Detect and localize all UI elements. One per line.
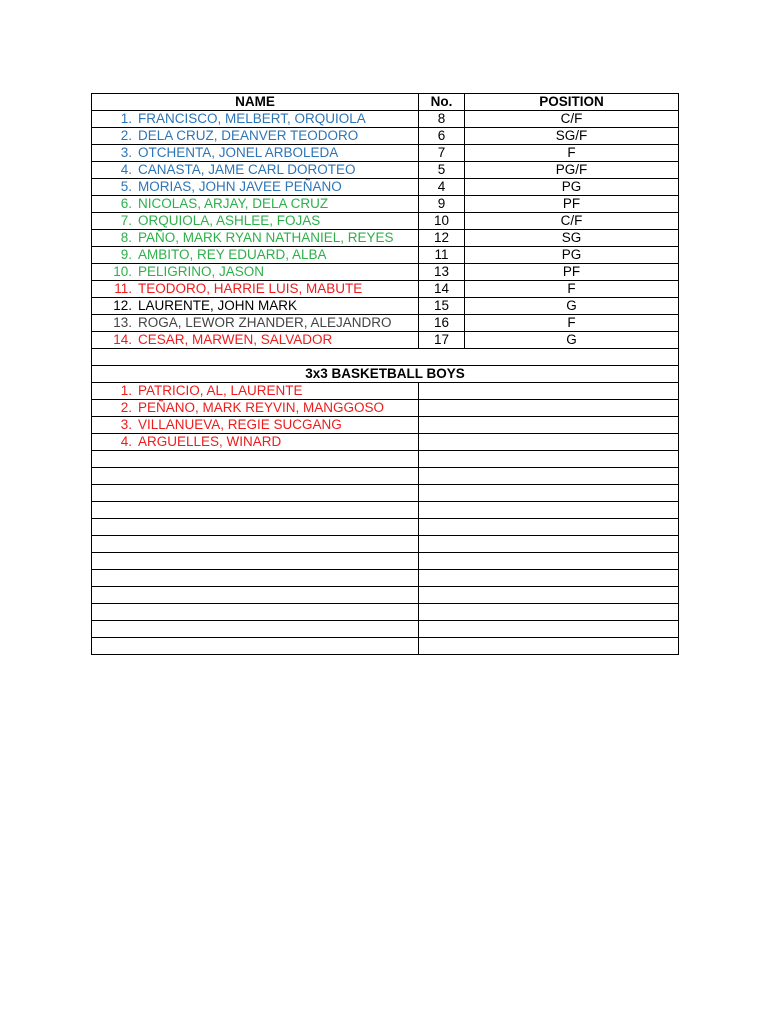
header-no: No. <box>419 94 465 111</box>
player-index: 9. <box>120 247 132 262</box>
player-position: SG/F <box>465 128 679 145</box>
empty-cell <box>92 349 679 366</box>
player-index: 11. <box>114 281 132 296</box>
player-index: 13. <box>113 315 132 330</box>
empty-row <box>92 570 679 587</box>
table-row <box>92 162 679 179</box>
player-name-cell <box>92 417 419 434</box>
player-position: F <box>465 145 679 162</box>
player-name: NICOLAS, ARJAY, DELA CRUZ <box>138 196 329 211</box>
player-name-cell <box>92 383 419 400</box>
player-number: 16 <box>419 315 465 332</box>
empty-cell <box>419 638 679 655</box>
empty-row <box>92 621 679 638</box>
empty-cell <box>419 400 679 417</box>
player-number: 14 <box>419 281 465 298</box>
player-number: 7 <box>419 145 465 162</box>
player-number: 4 <box>419 179 465 196</box>
player-position: PG/F <box>465 162 679 179</box>
table-row <box>92 298 679 315</box>
player-name: ORQUIOLA, ASHLEE, FOJAS <box>138 213 321 228</box>
player-position: C/F <box>465 213 679 230</box>
player-name: MORIAS, JOHN JAVEE PEÑANO <box>138 179 342 194</box>
empty-cell <box>419 485 679 502</box>
player-name-cell <box>92 621 419 638</box>
player-index: 7. <box>120 213 132 228</box>
section-row <box>92 366 679 383</box>
player-index: 8. <box>120 230 132 245</box>
player-index: 10. <box>113 264 132 279</box>
player-name-cell <box>92 638 419 655</box>
empty-row <box>92 638 679 655</box>
empty-row <box>92 468 679 485</box>
player-number: 12 <box>419 230 465 247</box>
header-position: POSITION <box>465 94 679 111</box>
empty-cell <box>419 519 679 536</box>
player-name: ARGUELLES, WINARD <box>138 434 282 449</box>
player-name-cell <box>92 247 419 264</box>
empty-cell <box>419 621 679 638</box>
player-name: ROGA, LEWOR ZHANDER, ALEJANDRO <box>138 315 392 330</box>
player-name-cell <box>92 451 419 468</box>
empty-row <box>92 536 679 553</box>
player-position: C/F <box>465 111 679 128</box>
player-number: 10 <box>419 213 465 230</box>
empty-row <box>92 485 679 502</box>
empty-cell <box>419 502 679 519</box>
empty-cell <box>419 417 679 434</box>
player-name: PAÑO, MARK RYAN NATHANIEL, REYES <box>138 230 394 245</box>
player-index: 4. <box>120 434 132 449</box>
table-row <box>92 315 679 332</box>
player-name: PEÑANO, MARK REYVIN, MANGGOSO <box>138 400 385 415</box>
roster-table <box>91 93 679 655</box>
player-name-cell <box>92 179 419 196</box>
player-name: CANASTA, JAME CARL DOROTEO <box>138 162 356 177</box>
player-name: OTCHENTA, JONEL ARBOLEDA <box>138 145 339 160</box>
player-number: 8 <box>419 111 465 128</box>
table-row <box>92 196 679 213</box>
empty-cell <box>419 434 679 451</box>
player-name-cell <box>92 400 419 417</box>
player-name: DELA CRUZ, DEANVER TEODORO <box>138 128 359 143</box>
empty-cell <box>419 536 679 553</box>
player-name: PELIGRINO, JASON <box>138 264 265 279</box>
player-name: LAURENTE, JOHN MARK <box>138 298 298 313</box>
table-row <box>92 383 679 400</box>
player-number: 13 <box>419 264 465 281</box>
player-name: TEODORO, HARRIE LUIS, MABUTE <box>138 281 363 296</box>
empty-row <box>92 604 679 621</box>
empty-cell <box>419 451 679 468</box>
player-name: PATRICIO, AL, LAURENTE <box>138 383 303 398</box>
empty-row <box>92 519 679 536</box>
player-name-cell <box>92 213 419 230</box>
player-position: PG <box>465 247 679 264</box>
player-index: 12. <box>113 298 132 313</box>
player-index: 2. <box>120 128 132 143</box>
section-title: 3x3 BASKETBALL BOYS <box>92 366 679 383</box>
player-number: 9 <box>419 196 465 213</box>
player-name-cell <box>92 298 419 315</box>
empty-row <box>92 587 679 604</box>
player-index: 4. <box>120 162 132 177</box>
table-row <box>92 247 679 264</box>
player-position: PG <box>465 179 679 196</box>
player-name-cell <box>92 519 419 536</box>
player-name-cell <box>92 553 419 570</box>
player-name-cell <box>92 128 419 145</box>
player-name-cell <box>92 264 419 281</box>
table-row <box>92 179 679 196</box>
empty-row <box>92 451 679 468</box>
empty-cell <box>419 553 679 570</box>
player-name-cell <box>92 468 419 485</box>
empty-row <box>92 553 679 570</box>
player-index: 2. <box>120 400 132 415</box>
player-name-cell <box>92 315 419 332</box>
player-position: F <box>465 281 679 298</box>
table-row <box>92 145 679 162</box>
table-row <box>92 264 679 281</box>
player-name-cell <box>92 111 419 128</box>
player-name-cell <box>92 485 419 502</box>
empty-row <box>92 349 679 366</box>
player-index: 5. <box>120 179 132 194</box>
player-index: 3. <box>120 145 132 160</box>
empty-cell <box>419 383 679 400</box>
player-name-cell <box>92 145 419 162</box>
player-name-cell <box>92 604 419 621</box>
player-position: PF <box>465 196 679 213</box>
table-row <box>92 128 679 145</box>
player-name: CESAR, MARWEN, SALVADOR <box>138 332 333 347</box>
player-name-cell <box>92 502 419 519</box>
empty-cell <box>419 587 679 604</box>
player-name-cell <box>92 230 419 247</box>
player-position: SG <box>465 230 679 247</box>
player-index: 1. <box>120 383 132 398</box>
empty-cell <box>419 604 679 621</box>
player-index: 14. <box>113 332 132 347</box>
player-position: F <box>465 315 679 332</box>
header-name: NAME <box>92 94 419 111</box>
player-name-cell <box>92 162 419 179</box>
player-name-cell <box>92 434 419 451</box>
player-position: PF <box>465 264 679 281</box>
player-name-cell <box>92 587 419 604</box>
player-number: 11 <box>419 247 465 264</box>
player-index: 3. <box>120 417 132 432</box>
player-name-cell <box>92 332 419 349</box>
player-name-cell <box>92 281 419 298</box>
player-number: 17 <box>419 332 465 349</box>
player-position: G <box>465 298 679 315</box>
table-row <box>92 230 679 247</box>
player-number: 15 <box>419 298 465 315</box>
player-number: 6 <box>419 128 465 145</box>
player-number: 5 <box>419 162 465 179</box>
player-name: AMBITO, REY EDUARD, ALBA <box>138 247 327 262</box>
player-name-cell <box>92 570 419 587</box>
player-index: 6. <box>120 196 132 211</box>
table-row <box>92 213 679 230</box>
table-row <box>92 400 679 417</box>
empty-cell <box>419 570 679 587</box>
player-name-cell <box>92 196 419 213</box>
table-row <box>92 417 679 434</box>
table-row <box>92 434 679 451</box>
player-index: 1. <box>120 111 132 126</box>
table-row <box>92 281 679 298</box>
player-name: FRANCISCO, MELBERT, ORQUIOLA <box>138 111 366 126</box>
player-name: VILLANUEVA, REGIE SUCGANG <box>138 417 342 432</box>
player-position: G <box>465 332 679 349</box>
empty-row <box>92 502 679 519</box>
header-row <box>92 94 679 111</box>
empty-cell <box>419 468 679 485</box>
player-name-cell <box>92 536 419 553</box>
table-row <box>92 332 679 349</box>
table-row <box>92 111 679 128</box>
